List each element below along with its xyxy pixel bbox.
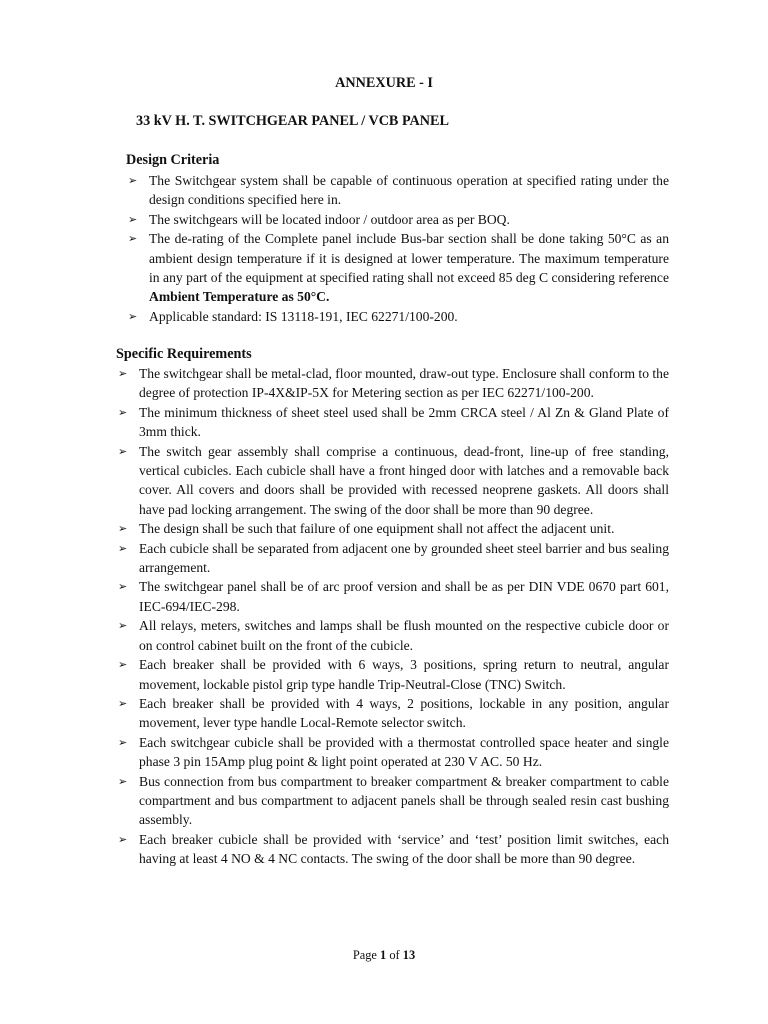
list-item [118, 577, 669, 616]
arrow-bullet-icon: ➢ [118, 541, 128, 555]
list-item-text: Each breaker shall be provided with 4 ways, 2 positions, lockable in any position, angular movement, lever type handle Local-Remote selector switch. [139, 695, 669, 731]
annexure-heading: ANNEXURE - I [335, 75, 433, 91]
document-title: 33 kV H. T. SWITCHGEAR PANEL / VCB PANEL [136, 113, 449, 129]
page-word: Page [352, 948, 377, 962]
list-item [118, 442, 669, 520]
list-item-text: The switchgear panel shall be of arc proof version and shall be as per DIN VDE 0670 part 601, IEC-694/IEC-298. [139, 579, 669, 614]
list-item-text: Applicable standard: IS 13118-191, IEC 62271/100-200. [149, 308, 458, 324]
list-item [118, 616, 669, 655]
arrow-bullet-icon: ➢ [118, 658, 128, 672]
arrow-bullet-icon: ➢ [118, 367, 128, 380]
ambient-temperature-emphasis: Ambient Temperature as 50°C. [149, 289, 330, 305]
list-item-text: Each breaker cubicle shall be provided with ‘service’ and ‘test’ position limit switches, each having at least 4 NO & 4 NC contacts. The swing of the door shall be more than 90 degree. [139, 831, 669, 867]
arrow-bullet-icon: ➢ [128, 212, 138, 226]
list-item [118, 655, 669, 694]
list-item [128, 210, 669, 229]
of-word: of [389, 948, 400, 962]
current-page-number: 1 [380, 948, 387, 962]
list-item-text: Each cubicle shall be separated from adjacent one by grounded sheet steel barrier and bus sealing arrangement. [139, 540, 669, 576]
list-item-text: The minimum thickness of sheet steel used shall be 2mm CRCA steel / Al Zn & Gland Plate of 3mm thick. [139, 404, 669, 440]
list-item [118, 539, 669, 578]
arrow-bullet-icon: ➢ [118, 444, 128, 458]
arrow-bullet-icon: ➢ [118, 735, 128, 749]
list-item-text: The switchgears will be located indoor / outdoor area as per BOQ. [149, 211, 510, 227]
list-item [128, 171, 669, 210]
arrow-bullet-icon: ➢ [118, 774, 128, 788]
list-item-text: Each switchgear cubicle shall be provided with a thermostat controlled space heater and single phase 3 pin 15Amp plug point & light point operated at 230 V AC. 50 Hz. [139, 734, 669, 770]
arrow-bullet-icon: ➢ [118, 580, 128, 594]
list-item-text: The switch gear assembly shall comprise a continuous, dead-front, line-up of free standing, vertical cubicles. Each cubicle shall have a front hinged door with latches and a removable back cover. All covers and doors shall be provided with recessed neoprene gaskets. All doors shall have pad locking arrangement. The swing of the door shall be more than 90 degree. [139, 443, 669, 517]
list-item [118, 403, 669, 442]
specific-requirements-heading: Specific Requirements [116, 346, 252, 362]
list-item-text: The de-rating of the Complete panel include Bus-bar section shall be done taking 50°C as an ambient design temperature if it is designed at lower temperature. The maximum temperature in any part of the equipment at specified rating shall not exceed 85 deg C considering reference [149, 231, 669, 286]
arrow-bullet-icon: ➢ [118, 405, 128, 419]
total-pages-number: 13 [402, 948, 416, 962]
list-item [118, 519, 669, 538]
list-item [128, 307, 669, 326]
design-criteria-heading: Design Criteria [126, 152, 220, 168]
specific-requirements-list [118, 364, 669, 869]
arrow-bullet-icon: ➢ [118, 619, 128, 633]
arrow-bullet-icon: ➢ [118, 832, 128, 846]
list-item [128, 229, 669, 307]
list-item [118, 694, 669, 733]
arrow-bullet-icon: ➢ [128, 232, 138, 246]
list-item-text: The Switchgear system shall be capable of continuous operation at specified rating under the design conditions specified here in. [149, 173, 669, 208]
list-item [118, 830, 669, 869]
list-item-text: Each breaker shall be provided with 6 ways, 3 positions, spring return to neutral, angular movement, lockable pistol grip type handle Trip-Neutral-Close (TNC) Switch. [139, 657, 669, 692]
arrow-bullet-icon: ➢ [118, 696, 128, 710]
list-item-text: The design shall be such that failure of one equipment shall not affect the adjacent unit. [139, 521, 615, 537]
page-footer [0, 948, 768, 963]
arrow-bullet-icon: ➢ [118, 522, 128, 536]
list-item [118, 772, 669, 830]
arrow-bullet-icon: ➢ [128, 174, 138, 187]
list-item-text: The switchgear shall be metal-clad, floor mounted, draw-out type. Enclosure shall conform to the degree of protection IP-4X&IP-5X for Metering section as per IEC 62271/100-200. [139, 366, 669, 401]
list-item [118, 733, 669, 772]
design-criteria-list [128, 171, 669, 326]
list-item [118, 364, 669, 403]
arrow-bullet-icon: ➢ [128, 309, 138, 323]
list-item-text: Bus connection from bus compartment to breaker compartment & breaker compartment to cable compartment and bus compartment to adjacent panels shall be through sealed resin cast bushing assembly. [139, 773, 669, 828]
list-item-text: All relays, meters, switches and lamps shall be flush mounted on the respective cubicle door or on control cabinet built on the front of the cubicle. [139, 618, 669, 653]
